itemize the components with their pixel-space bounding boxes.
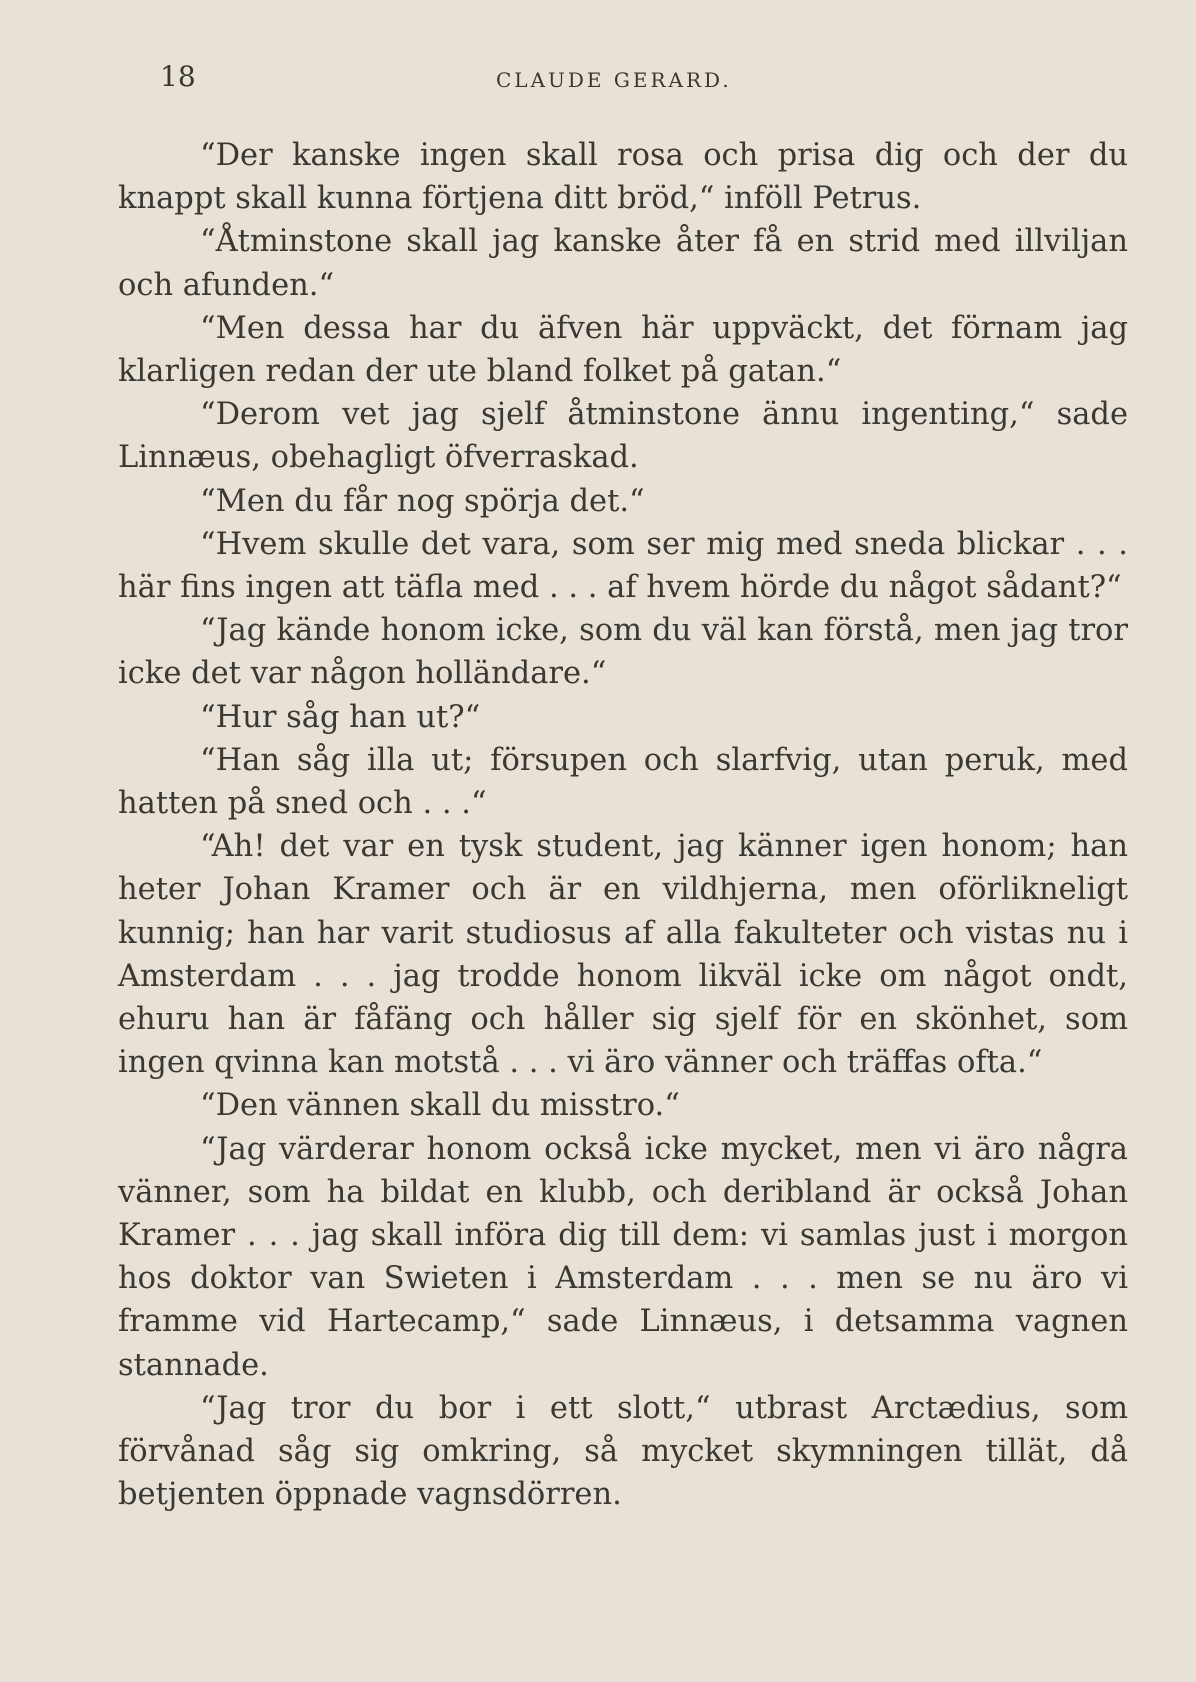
- paragraph: “Han såg illa ut; försupen och slarfvig, utan peruk, med hatten på sned och . . .“: [118, 742, 1128, 822]
- paragraph: “Hur såg han ut?“: [200, 699, 481, 735]
- paragraph: “Hvem skulle det vara, som ser mig med sneda blickar . . . här fins ingen att täfla med . . . af hvem hörde du något sådant?“: [118, 526, 1128, 606]
- page-number: 18: [160, 60, 196, 93]
- paragraph: “Derom vet jag sjelf åtminstone ännu ingenting,“ sade Linnæus, obehagligt öfverraskad.: [118, 397, 1128, 476]
- paragraph: “Jag värderar honom också icke mycket, men vi äro några vänner, som ha bildat en klubb, och deribland är också Johan Kramer . . . jag skall införa dig till dem: vi samlas just i morgon hos doktor van Swieten i Amsterdam . . . men se nu äro vi framme vid Hartecamp,“ sade Linnæus, i detsamma vagnen stannade.: [118, 1131, 1128, 1383]
- paragraph: “Den vännen skall du misstro.“: [200, 1088, 680, 1124]
- paragraph: “Jag tror du bor i ett slott,“ utbrast Arctædius, som förvånad såg sig omkring, så mycket skymningen tillät, då betjenten öppnade vagnsdörren.: [118, 1390, 1128, 1513]
- page-header: [118, 60, 1128, 100]
- paragraph: “Jag kände honom icke, som du väl kan förstå, men jag tror icke det var någon holländare.“: [118, 613, 1128, 692]
- body-text: [118, 134, 1128, 1517]
- paragraph: “Ah! det var en tysk student, jag känner igen honom; han heter Johan Kramer och är en vildhjerna, men oförlikneligt kunnig; han har varit studiosus af alla fakulteter och vistas nu i Amsterdam . . . jag trodde honom likväl icke om något ondt, ehuru han är fåfäng och håller sig sjelf för en skönhet, som ingen qvinna kan motstå . . . vi äro vänner och träffas ofta.“: [118, 829, 1128, 1081]
- paragraph: “Men dessa har du äfven här uppväckt, det förnam jag klarligen redan der ute bland folket på gatan.“: [118, 310, 1128, 390]
- paragraph: “Der kanske ingen skall rosa och prisa dig och der du knappt skall kunna förtjena ditt bröd,“ inföll Petrus.: [118, 138, 1128, 217]
- paragraph: “Åtminstone skall jag kanske åter få en strid med illviljan och afunden.“: [118, 224, 1128, 303]
- running-title: CLAUDE GERARD.: [496, 68, 732, 92]
- paragraph: “Men du får nog spörja det.“: [200, 483, 645, 519]
